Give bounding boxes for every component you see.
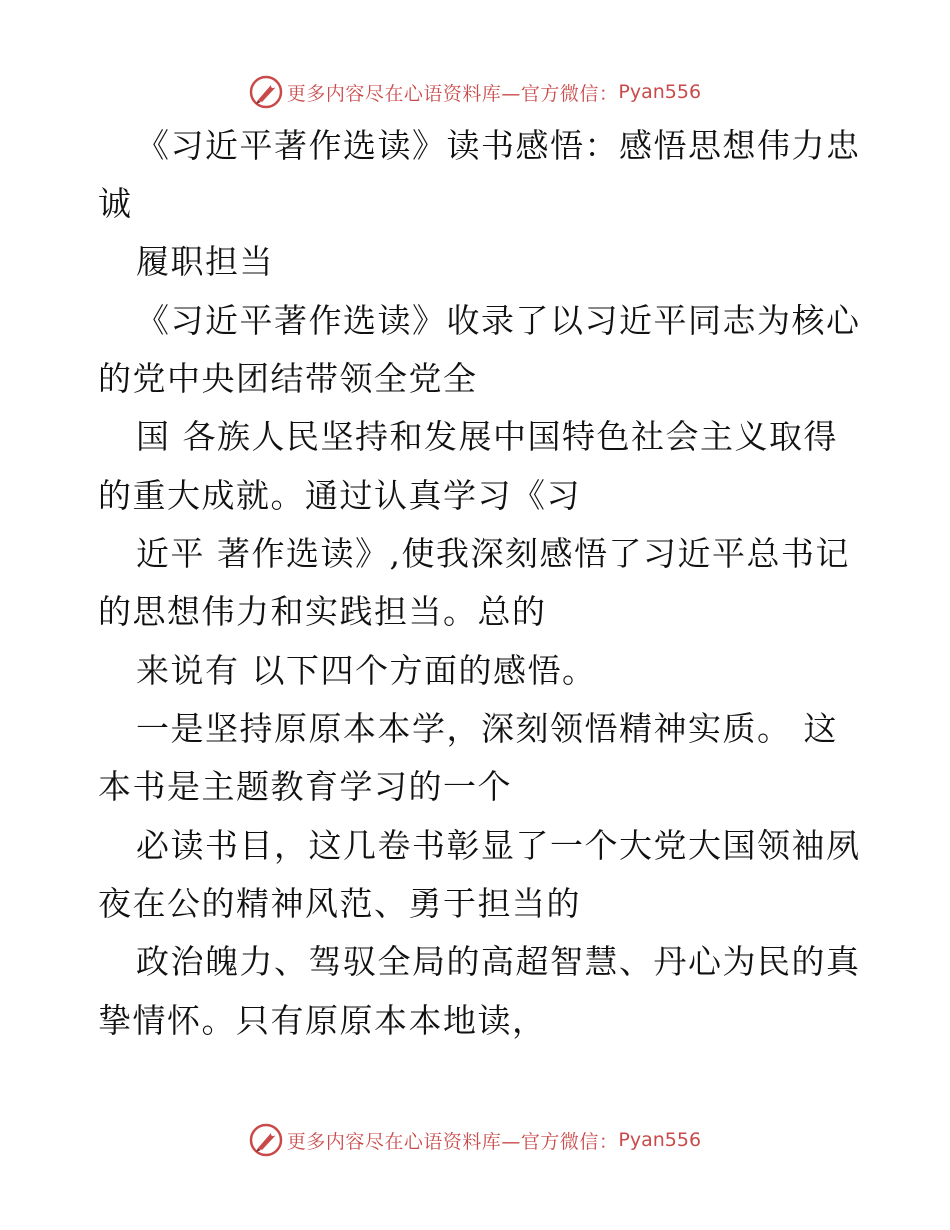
watermark-wechat-id: Pyan556 — [618, 81, 702, 103]
footer-watermark — [0, 1120, 950, 1160]
paragraph-line: 国 各族人民坚持和发展中国特色社会主义取得 — [136, 417, 838, 456]
paragraph-line: 挚情怀。只有原原本本地读， — [98, 1001, 547, 1040]
paragraph-line: 的重大成就。通过认真学习《习 — [98, 476, 581, 515]
paragraph-line: 必读书目，这几卷书彰显了一个大党大国领袖夙 — [136, 826, 861, 865]
paragraph-line: 诚 — [98, 184, 133, 223]
watermark-text: 更多内容尽在心语资料库—官方微信： — [286, 1130, 619, 1153]
paragraph-line: 夜在公的精神风范、勇于担当的 — [98, 884, 581, 923]
paragraph-line: 履职担当 — [136, 242, 274, 281]
pen-logo-icon — [249, 1123, 283, 1157]
paragraph-line: 近平 著作选读》,使我深刻感悟了习近平总书记 — [136, 534, 850, 573]
paragraph-line: 的党中央团结带领全党全 — [98, 359, 478, 398]
paragraph-line: 的思想伟力和实践担当。总的 — [98, 592, 547, 631]
paragraph-line: 本书是主题教育学习的一个 — [98, 767, 512, 806]
paragraph-line: 一是坚持原原本本学，深刻领悟精神实质。 这 — [136, 709, 838, 748]
paragraph-line: 来说有 以下四个方面的感悟。 — [136, 651, 597, 690]
watermark-text: 更多内容尽在心语资料库—官方微信： — [286, 82, 619, 105]
paragraph-line: 《习近平著作选读》收录了以习近平同志为核心 — [136, 301, 861, 340]
paragraph-line: 《习近平著作选读》读书感悟：感悟思想伟力忠 — [136, 126, 861, 165]
watermark-wechat-id: Pyan556 — [618, 1129, 702, 1151]
paragraph-line: 政治魄力、驾驭全局的高超智慧、丹心为民的真 — [136, 942, 861, 981]
